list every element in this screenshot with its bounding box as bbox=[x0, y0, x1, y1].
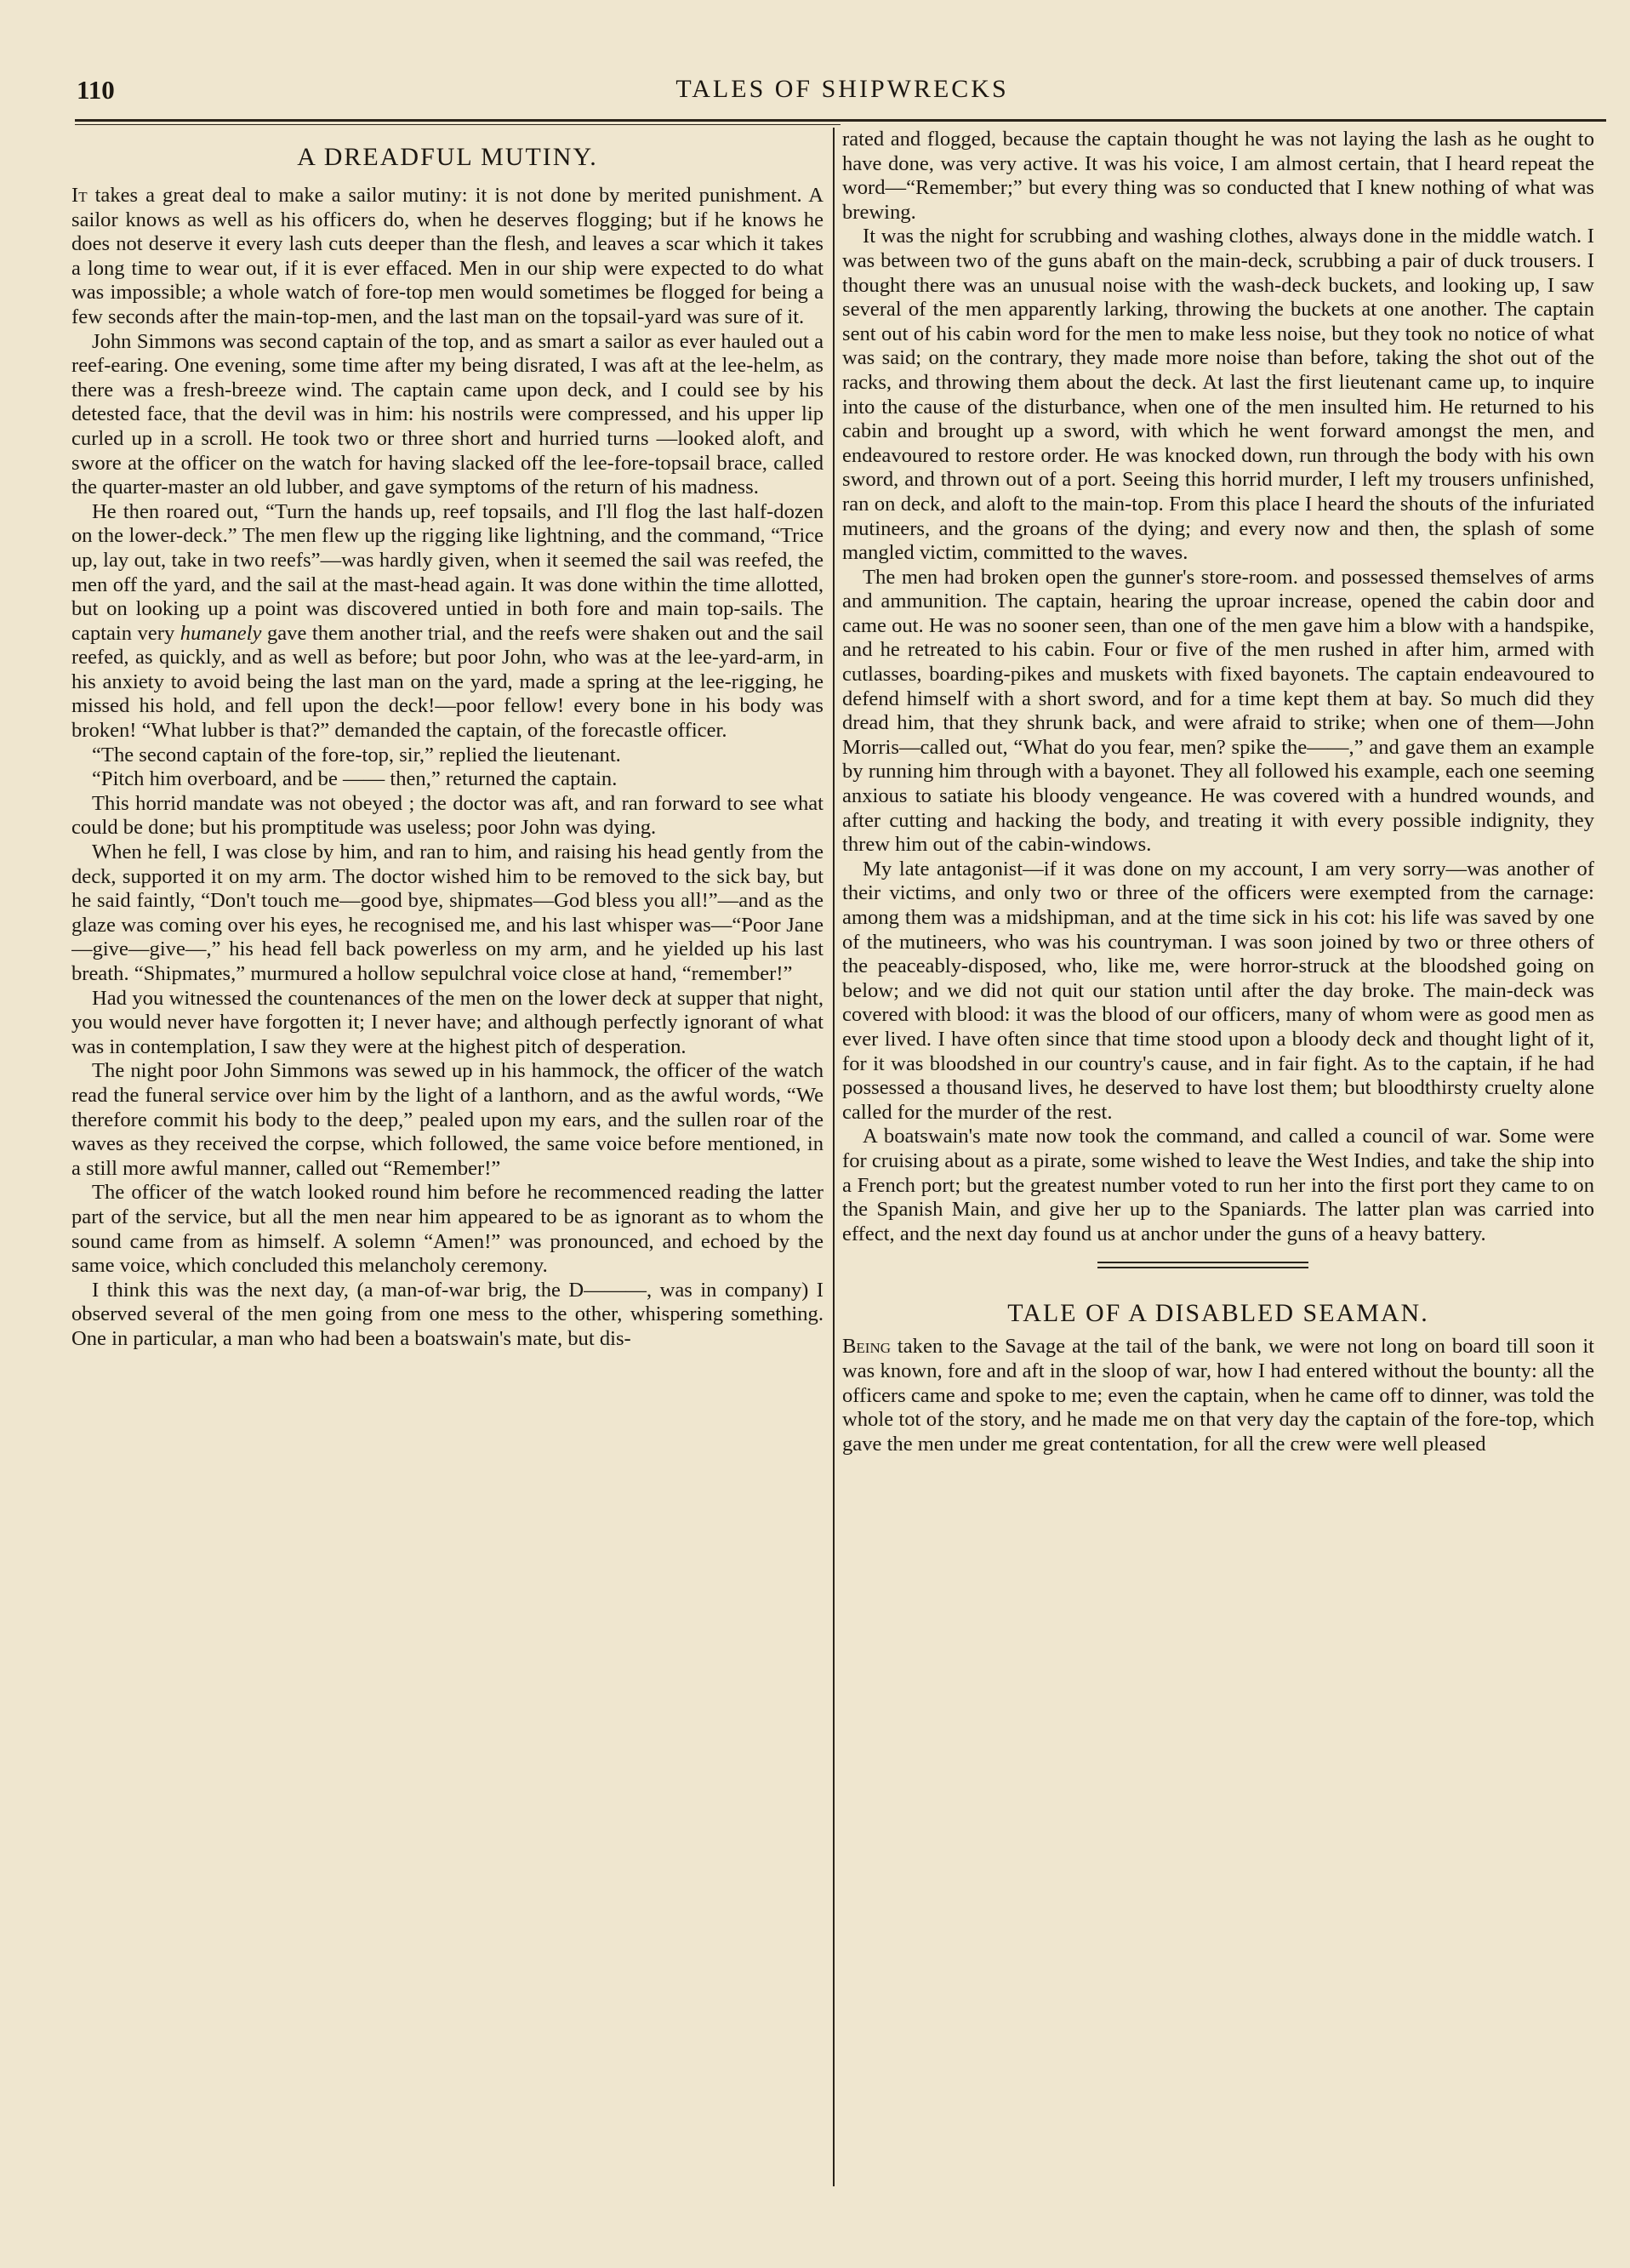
story-title: A DREADFUL MUTINY. bbox=[297, 143, 598, 171]
paragraph bbox=[842, 1335, 1594, 1456]
emphasis-text: humanely bbox=[180, 621, 262, 645]
paragraph: A boatswain's mate now took the command, and called a council of war. Some were for cruising about as a pirate, some wished to leave the West Indies, and take the ship into a French port; but the greatest number voted to run her into the first port they came to on the Spanish Main, and give her up to the Spaniards. The latter plan was carried into effect, and the next day found us at anchor under the guns of a heavy battery. bbox=[842, 1125, 1594, 1245]
paragraph bbox=[71, 184, 824, 330]
paragraph-text: gave them another trial, and the reefs were shaken out and the sail reefed, as quickly, and as well as before; but poor John, who was at the lee-yard-arm, in his anxiety to avoid being the last man on the yard, made a spring at the lee-rigging, he missed his hold, and fell upon the deck!—poor fellow! every bone in his body was broken! “What lubber is that?” demanded the captain, of the forecastle officer. bbox=[71, 621, 824, 743]
paragraph: The men had broken open the gunner's store-room. and possessed themselves of arms and ammunition. The captain, hearing the uproar increase, opened the cabin door and came out. He was no sooner seen, than one of the men gave him a blow with a handspike, and he retreated to his cabin. Four or five of the men rushed in after him, armed with cutlasses, boarding-pikes and muskets with fixed bayonets. The captain endeavoured to defend himself with a short sword, and for a time kept them at bay. So much did they dread him, that they shrunk back, and were afraid to strike; when one of them—John Morris—called out, “What do you fear, men? spike the——,” and gave them an example by running him through with a bayonet. They all followed his example, each one seeming anxious to satiate his bloody vengeance. He was covered with a hundred wounds, and after cutting and hacking the body, and treating it with every possible indignity, they threw him out of the cabin-windows. bbox=[842, 565, 1594, 857]
left-column bbox=[71, 128, 824, 2186]
column-divider bbox=[833, 128, 835, 2186]
paragraph: The night poor John Simmons was sewed up in his hammock, the officer of the watch read the funeral service over him by the light of a lanthorn, and as the awful words, “We therefore commit his body to the deep,” pealed upon my ears, and the sullen roar of the waves as they received the corpse, which followed, the same voice before mentioned, in a still more awful manner, called out “Remember!” bbox=[71, 1059, 824, 1180]
running-title: TALES OF SHIPWRECKS bbox=[675, 75, 1009, 103]
paragraph: I think this was the next day, (a man-of-war brig, the D———, was in company) I observed several of the men going from one mess to the other, whispering something. One in particular, a man who had been a boatswain's mate, but dis- bbox=[71, 1278, 824, 1350]
paragraph: My late antagonist—if it was done on my account, I am very sorry—was another of their victims, and only two or three of the officers were exempted from the carnage: among them was a midshipman, and at the time sick in his cot: his life was saved by one of the mutineers, who was his countryman. I was soon joined by two or three others of the peaceably-disposed, who, like me, were horror-struck at the bloodshed going on below; and we did not quit our station until after the day broke. The main-deck was covered with blood: it was the blood of our officers, many of whom were as good men as ever lived. I have often since that time stood upon a bloody deck and thought light of it, for it was bloodshed in our country's cause, and in fair fight. As to the captain, if he had possessed a thousand lives, he deserved to have lost them; but bloodthirsty cruelty alone called for the murder of the rest. bbox=[842, 857, 1594, 1124]
right-column bbox=[842, 128, 1594, 2186]
paragraph: Had you witnessed the countenances of the men on the lower deck at supper that night, you would never have forgotten it; I never have; and although perfectly ignorant of what was in contemplation, I saw they were at the highest pitch of desperation. bbox=[71, 986, 824, 1058]
paragraph: When he fell, I was close by him, and ran to him, and raising his head gently from the deck, supported it on my arm. The doctor wished him to be removed to the sick bay, but he said faintly, “Don't touch me—good bye, shipmates—God bless you all!”—and as the glaze was coming over his eyes, he recognised me, and his last whisper was—“Poor Jane—give—give—,” his head fell back powerless on my arm, and he yielded up his last breath. “Shipmates,” murmured a hollow sepulchral voice close at hand, “remember!” bbox=[71, 841, 824, 985]
header-rule-thin bbox=[75, 124, 841, 125]
paragraph: John Simmons was second captain of the top, and as smart a sailor as ever hauled out a reef-earing. One evening, some time after my being disrated, I was aft at the lee-helm, as there was a fresh-breeze wind. The captain came upon deck, and I could see by his detested face, that the devil was in him: his nostrils were compressed, and his upper lip curled up in a scroll. He took two or three short and hurried turns —looked aloft, and swore at the officer on the watch for having slacked off the lee-fore-topsail brace, called the quarter-master an old lubber, and gave symptoms of the return of his madness. bbox=[71, 329, 824, 499]
divider-line bbox=[1097, 1262, 1308, 1263]
running-header bbox=[77, 75, 1608, 109]
paragraph: “The second captain of the fore-top, sir,” replied the lieutenant. bbox=[92, 743, 621, 766]
paragraph: The officer of the watch looked round him before he recommenced reading the latter part of the service, but all the men near him appeared to be as ignorant as to whom the sound came from as himself. A solemn “Amen!” was pronounced, and echoed by the same voice, which concluded this melancholy ceremony. bbox=[71, 1181, 824, 1278]
story-title: TALE OF A DISABLED SEAMAN. bbox=[1007, 1299, 1429, 1328]
opening-word: Being bbox=[842, 1335, 892, 1359]
page-number: 110 bbox=[77, 75, 115, 105]
divider-line bbox=[1097, 1267, 1308, 1268]
paragraph bbox=[71, 500, 824, 744]
header-rule bbox=[75, 119, 1606, 122]
section-divider bbox=[842, 1253, 1594, 1282]
opening-word: It bbox=[71, 184, 88, 207]
paragraph: It was the night for scrubbing and washing clothes, always done in the middle watch. I was between two of the guns abaft on the main-deck, scrubbing a pair of duck trousers. I thought there was an unusual noise with the wash-deck buckets, and looking up, I saw several of the men apparently larking, throwing the buckets at one another. The captain sent out of his cabin word for the men to make less noise, but they took no notice of what was said; on the contrary, they made more noise than before, taking the shot out of the racks, and throwing them about the deck. At last the first lieutenant came up, to inquire into the cause of the disturbance, when one of the men insulted him. He returned to his cabin and brought up a sword, with which he went forward amongst the men, and endeavoured to restore order. He was knocked down, run through the body with his own sword, and thrown out of a port. Seeing this horrid murder, I left my trousers unfinished, ran on deck, and aloft to the main-top. From this place I heard the shouts of the infuriated mutineers, and the groans of the dying; and every now and then, the splash of some mangled victim, committed to the waves. bbox=[842, 225, 1594, 565]
paragraph: This horrid mandate was not obeyed ; the doctor was aft, and ran forward to see what could be done; but his promptitude was useless; poor John was dying. bbox=[71, 791, 824, 840]
paragraph-text: takes a great deal to make a sailor mutiny: it is not done by merited punishment. A sailor knows as well as his officers do, when he deserves flogging; but if he knows he does not deserve it every lash cuts deeper than the flesh, and leaves a scar which it takes a long time to wear out, if it is ever effaced. Men in our ship were expected to do what was impossible; a whole watch of fore-top men would sometimes be flogged for being a few seconds after the main-top-men, and the last man on the topsail-yard was sure of it. bbox=[71, 184, 824, 328]
paragraph: rated and flogged, because the captain thought he was not laying the lash as he ought to have done, was very active. It was his voice, I am almost certain, that I heard repeat the word—“Remember;” but every thing was so conducted that I knew nothing of what was brewing. bbox=[842, 128, 1594, 224]
paragraph: “Pitch him overboard, and be —— then,” returned the captain. bbox=[92, 767, 618, 791]
paragraph-text: He then roared out, “Turn the hands up, reef topsails, and I'll flog the last half-dozen on the lower-deck.” The men flew up the rigging like lightning, and the command, “Trice up, lay out, take in two reefs”—was hardly given, when it seemed the sail was reefed, the men off the yard, and the sail at the mast-head again. It was done within the time allotted, but on looking up a point was discovered untied in both fore and main top-sails. The captain very bbox=[71, 499, 824, 645]
paragraph-text: taken to the Savage at the tail of the bank, we were not long on board till soon it was known, fore and aft in the sloop of war, how I had entered without the bounty: all the officers came and spoke to me; even the captain, when he came off to dinner, was told the whole tot of the story, and he made me on that very day the captain of the fore-top, which gave the men under me great contentation, for all the crew were well pleased bbox=[842, 1335, 1594, 1456]
